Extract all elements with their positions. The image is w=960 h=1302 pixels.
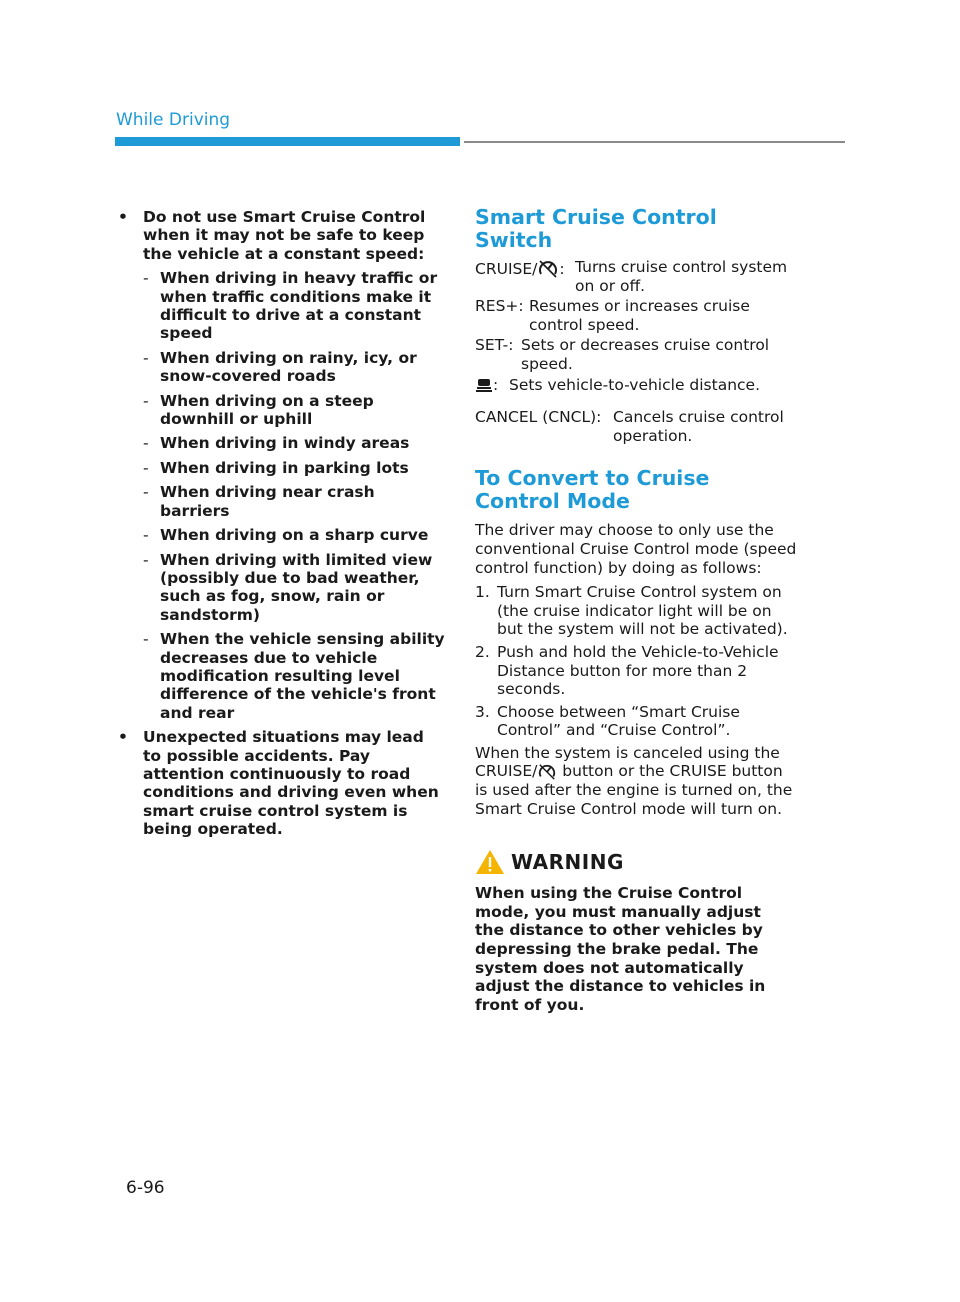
sub-item-text: When driving on rainy, icy, or snow-covered roads — [160, 348, 417, 386]
sub-item-text: When driving with limited view (possibly due to bad weather, such as fog, snow, rain or sandstorm) — [160, 550, 433, 624]
step-text: Turn Smart Cruise Control system on (the cruise indicator light will be on but the system will not be activated). — [497, 583, 788, 639]
warning-title: WARNING — [511, 849, 624, 874]
step-text: Choose between “Smart Cruise Control” and “Cruise Control”. — [497, 702, 740, 740]
sub-item: - When driving in windy areas — [143, 434, 410, 453]
switch-key-distance: : — [475, 376, 498, 395]
section-title: While Driving — [116, 110, 231, 130]
switch-key-set: SET-: — [475, 336, 514, 355]
page-number: 6-96 — [126, 1178, 165, 1198]
switch-row-cancel — [475, 408, 800, 445]
switch-key-cruise: CRUISE/ : — [475, 260, 565, 278]
bullet-text: Do not use Smart Cruise Control when it may not be safe to keep the vehicle at a constant speed: — [143, 208, 426, 263]
sub-item: - When driving in heavy traffic or when traffic conditions make it difficult to drive at a constant speed — [143, 269, 438, 343]
warning-header — [475, 848, 800, 876]
sub-item: - When driving near crash barriers — [143, 483, 375, 520]
sub-item-text: When driving on a steep downhill or uphill — [160, 391, 374, 429]
header-rule-accent — [115, 137, 460, 146]
warning-body: When using the Cruise Control mode, you must manually adjust the distance to other vehicles by depressing the brake pedal. The system does not automatically adjust the distance to vehicles in front of you. — [475, 884, 766, 1014]
sub-item: - When driving on a sharp curve — [143, 526, 429, 545]
step-item: 2. Push and hold the Vehicle-to-Vehicle Distance button for more than 2 seconds. — [475, 642, 779, 699]
warning-icon — [475, 848, 505, 876]
header-rule — [464, 141, 845, 143]
step-text: Push and hold the Vehicle-to-Vehicle Distance button for more than 2 seconds. — [497, 642, 779, 699]
sub-item: - When the vehicle sensing ability decreases due to vehicle modification resulting level difference of the vehicle's front and rear — [143, 630, 445, 722]
left-column — [116, 208, 446, 845]
sub-item-text: When driving in parking lots — [160, 458, 409, 477]
switch-row-res — [475, 297, 800, 334]
bullet-dot: • — [118, 728, 128, 747]
switch-desc: Cancels cruise control operation. — [613, 408, 784, 445]
bullet-item — [116, 208, 446, 722]
sub-item: - When driving on a steep downhill or uphill — [143, 391, 374, 429]
sub-item-text: When driving on a sharp curve — [160, 526, 429, 545]
switch-heading: Smart Cruise Control Switch — [475, 205, 717, 252]
step-item: 3. Choose between “Smart Cruise Control” and “Cruise Control”. — [475, 702, 740, 740]
sub-item: - When driving in parking lots — [143, 458, 409, 477]
bullet-text: Unexpected situations may lead to possible accidents. Pay attention continuously to road conditions and driving even when smart cruise control system is being operated. — [143, 728, 439, 839]
cruise-icon — [537, 258, 559, 278]
switch-row-set — [475, 336, 800, 373]
vehicle-distance-icon — [475, 376, 493, 394]
switch-row-distance — [475, 376, 800, 395]
sub-list — [143, 269, 446, 722]
switch-desc: Sets or decreases cruise control speed. — [521, 336, 770, 373]
cancel-paragraph: When the system is canceled using the CRUISE/ button or the CRUISE button is used after the engine is turned on, the Smart Cruise Control mode will turn on. — [475, 743, 793, 818]
switch-key-cancel: CANCEL (CNCL): — [475, 408, 602, 427]
sub-item-text: When the vehicle sensing ability decreases due to vehicle modification resulting level difference of the vehicle's front and rear — [160, 630, 445, 722]
switch-desc: Sets vehicle-to-vehicle distance. — [509, 375, 761, 394]
cruise-icon — [537, 762, 557, 780]
step-item: 1. Turn Smart Cruise Control system on (the cruise indicator light will be on but the system will not be activated). — [475, 583, 788, 639]
switch-desc: Turns cruise control system on or off. — [575, 258, 788, 295]
right-column — [475, 206, 800, 1014]
convert-heading: To Convert to Cruise Control Mode — [475, 466, 710, 514]
switch-row-cruise — [475, 258, 800, 295]
bullet-dot: • — [118, 208, 128, 226]
sub-item: - When driving on rainy, icy, or snow-covered roads — [143, 348, 417, 386]
switch-desc: Resumes or increases cruise control speed. — [529, 297, 750, 334]
sub-item: - When driving with limited view (possibly due to bad weather, such as fog, snow, rain or sandstorm) — [143, 550, 433, 624]
sub-item-text: When driving near crash barriers — [160, 483, 375, 520]
sub-item-text: When driving in windy areas — [160, 434, 410, 453]
bullet-item — [116, 728, 446, 838]
sub-item-text: When driving in heavy traffic or when traffic conditions make it difficult to drive at a constant speed — [160, 269, 438, 343]
switch-key-res: RES+: — [475, 297, 524, 316]
convert-intro: The driver may choose to only use the conventional Cruise Control mode (speed control function) by doing as follows: — [475, 521, 797, 577]
